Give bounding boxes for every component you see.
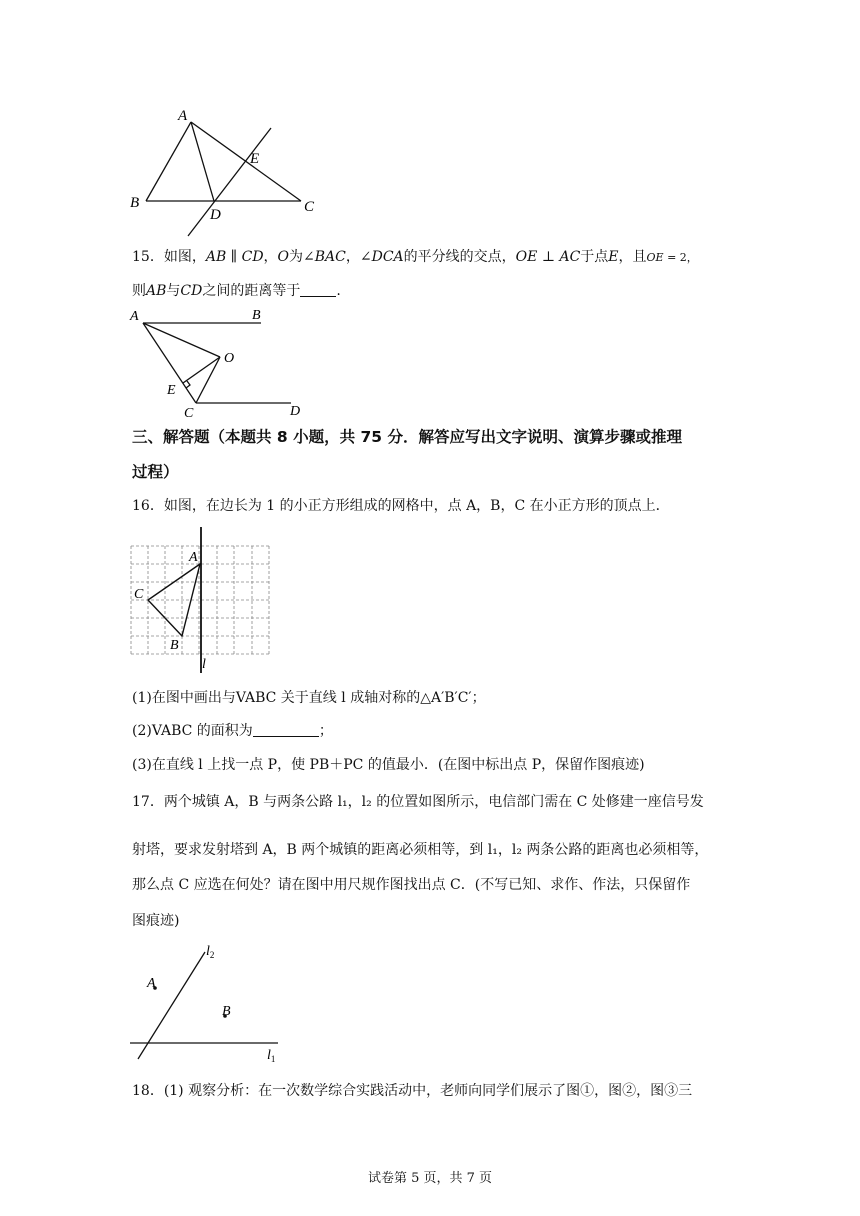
q15-line1: 15．如图，AB ∥ CD，O为∠BAC，∠DCA的平分线的交点，OE ⊥ AC于点E，且OE = 2， <box>132 249 698 265</box>
q15-line2: 则AB与CD之间的距离等于 . <box>132 283 341 299</box>
label-A: A <box>130 309 139 324</box>
label-A: A <box>147 976 156 991</box>
grid <box>131 546 269 654</box>
q16-part1: (1)在图中画出与VABC 关于直线 l 成轴对称的△A′B′C′； <box>132 690 486 706</box>
label-D: D <box>290 404 301 419</box>
label-C: C <box>184 406 194 421</box>
label-B: B <box>222 1004 231 1019</box>
label-l1: $l_1$ <box>267 1048 276 1064</box>
q17-line2: 射塔，要求发射塔到 A，B 两个城镇的距离必须相等，到 l₁，l₂ 两条公路的距离也必须相等， <box>132 842 709 858</box>
q16-stem: 16．如图，在边长为 1 的小正方形组成的网格中，点 A，B，C 在小正方形的顶点上． <box>132 498 670 514</box>
q16-part3: (3)在直线 l 上找一点 P，使 PB＋PC 的值最小．(在图中标出点 P，保留作图痕迹) <box>132 757 645 773</box>
q17-line4: 图痕迹) <box>132 913 180 929</box>
q18-line1: 18．(1) 观察分析：在一次数学综合实践活动中，老师向同学们展示了图①，图②，图③三 <box>132 1083 693 1099</box>
label-C: C <box>304 199 315 215</box>
right-angle-mark <box>186 381 190 388</box>
label-D: D <box>210 207 221 223</box>
page-footer: 试卷第 5 页，共 7 页 <box>367 1171 493 1186</box>
label-l: l <box>202 657 206 672</box>
figure-q16-grid <box>128 525 278 675</box>
label-l2: $l_2$ <box>206 944 215 960</box>
label-B: B <box>130 195 140 211</box>
figure-q17 <box>126 937 286 1067</box>
segment-ab <box>146 122 191 201</box>
label-B: B <box>252 308 261 323</box>
label-C: C <box>134 587 144 602</box>
label-E: E <box>167 383 176 398</box>
segment-co <box>196 357 220 403</box>
q17-line1: 17．两个城镇 A，B 与两条公路 l₁，l₂ 的位置如图所示，电信部门需在 C 处修建一座信号发 <box>132 794 704 810</box>
segment-ad <box>191 122 214 201</box>
q16-part2: (2)VABC 的面积为 ； <box>132 723 333 739</box>
q17-line3: 那么点 C 应选在何处？请在图中用尺规作图找出点 C．(不写已知、求作、作法，只保留作 <box>132 877 691 893</box>
answer-blank-q16[interactable] <box>253 723 319 737</box>
line-de <box>188 128 271 236</box>
section-heading: 三、解答题（本题共 8 小题，共 75 分．解答应写出文字说明、演算步骤或推理 过程） <box>132 428 682 481</box>
figure-q14 <box>126 102 326 242</box>
label-B: B <box>170 638 179 653</box>
label-E: E <box>250 151 260 167</box>
segment-oe <box>183 357 220 383</box>
label-A: A <box>189 550 198 565</box>
label-A: A <box>178 108 188 124</box>
label-O: O <box>224 351 235 366</box>
answer-blank-q15[interactable] <box>300 283 336 297</box>
figure-q15 <box>126 305 316 423</box>
